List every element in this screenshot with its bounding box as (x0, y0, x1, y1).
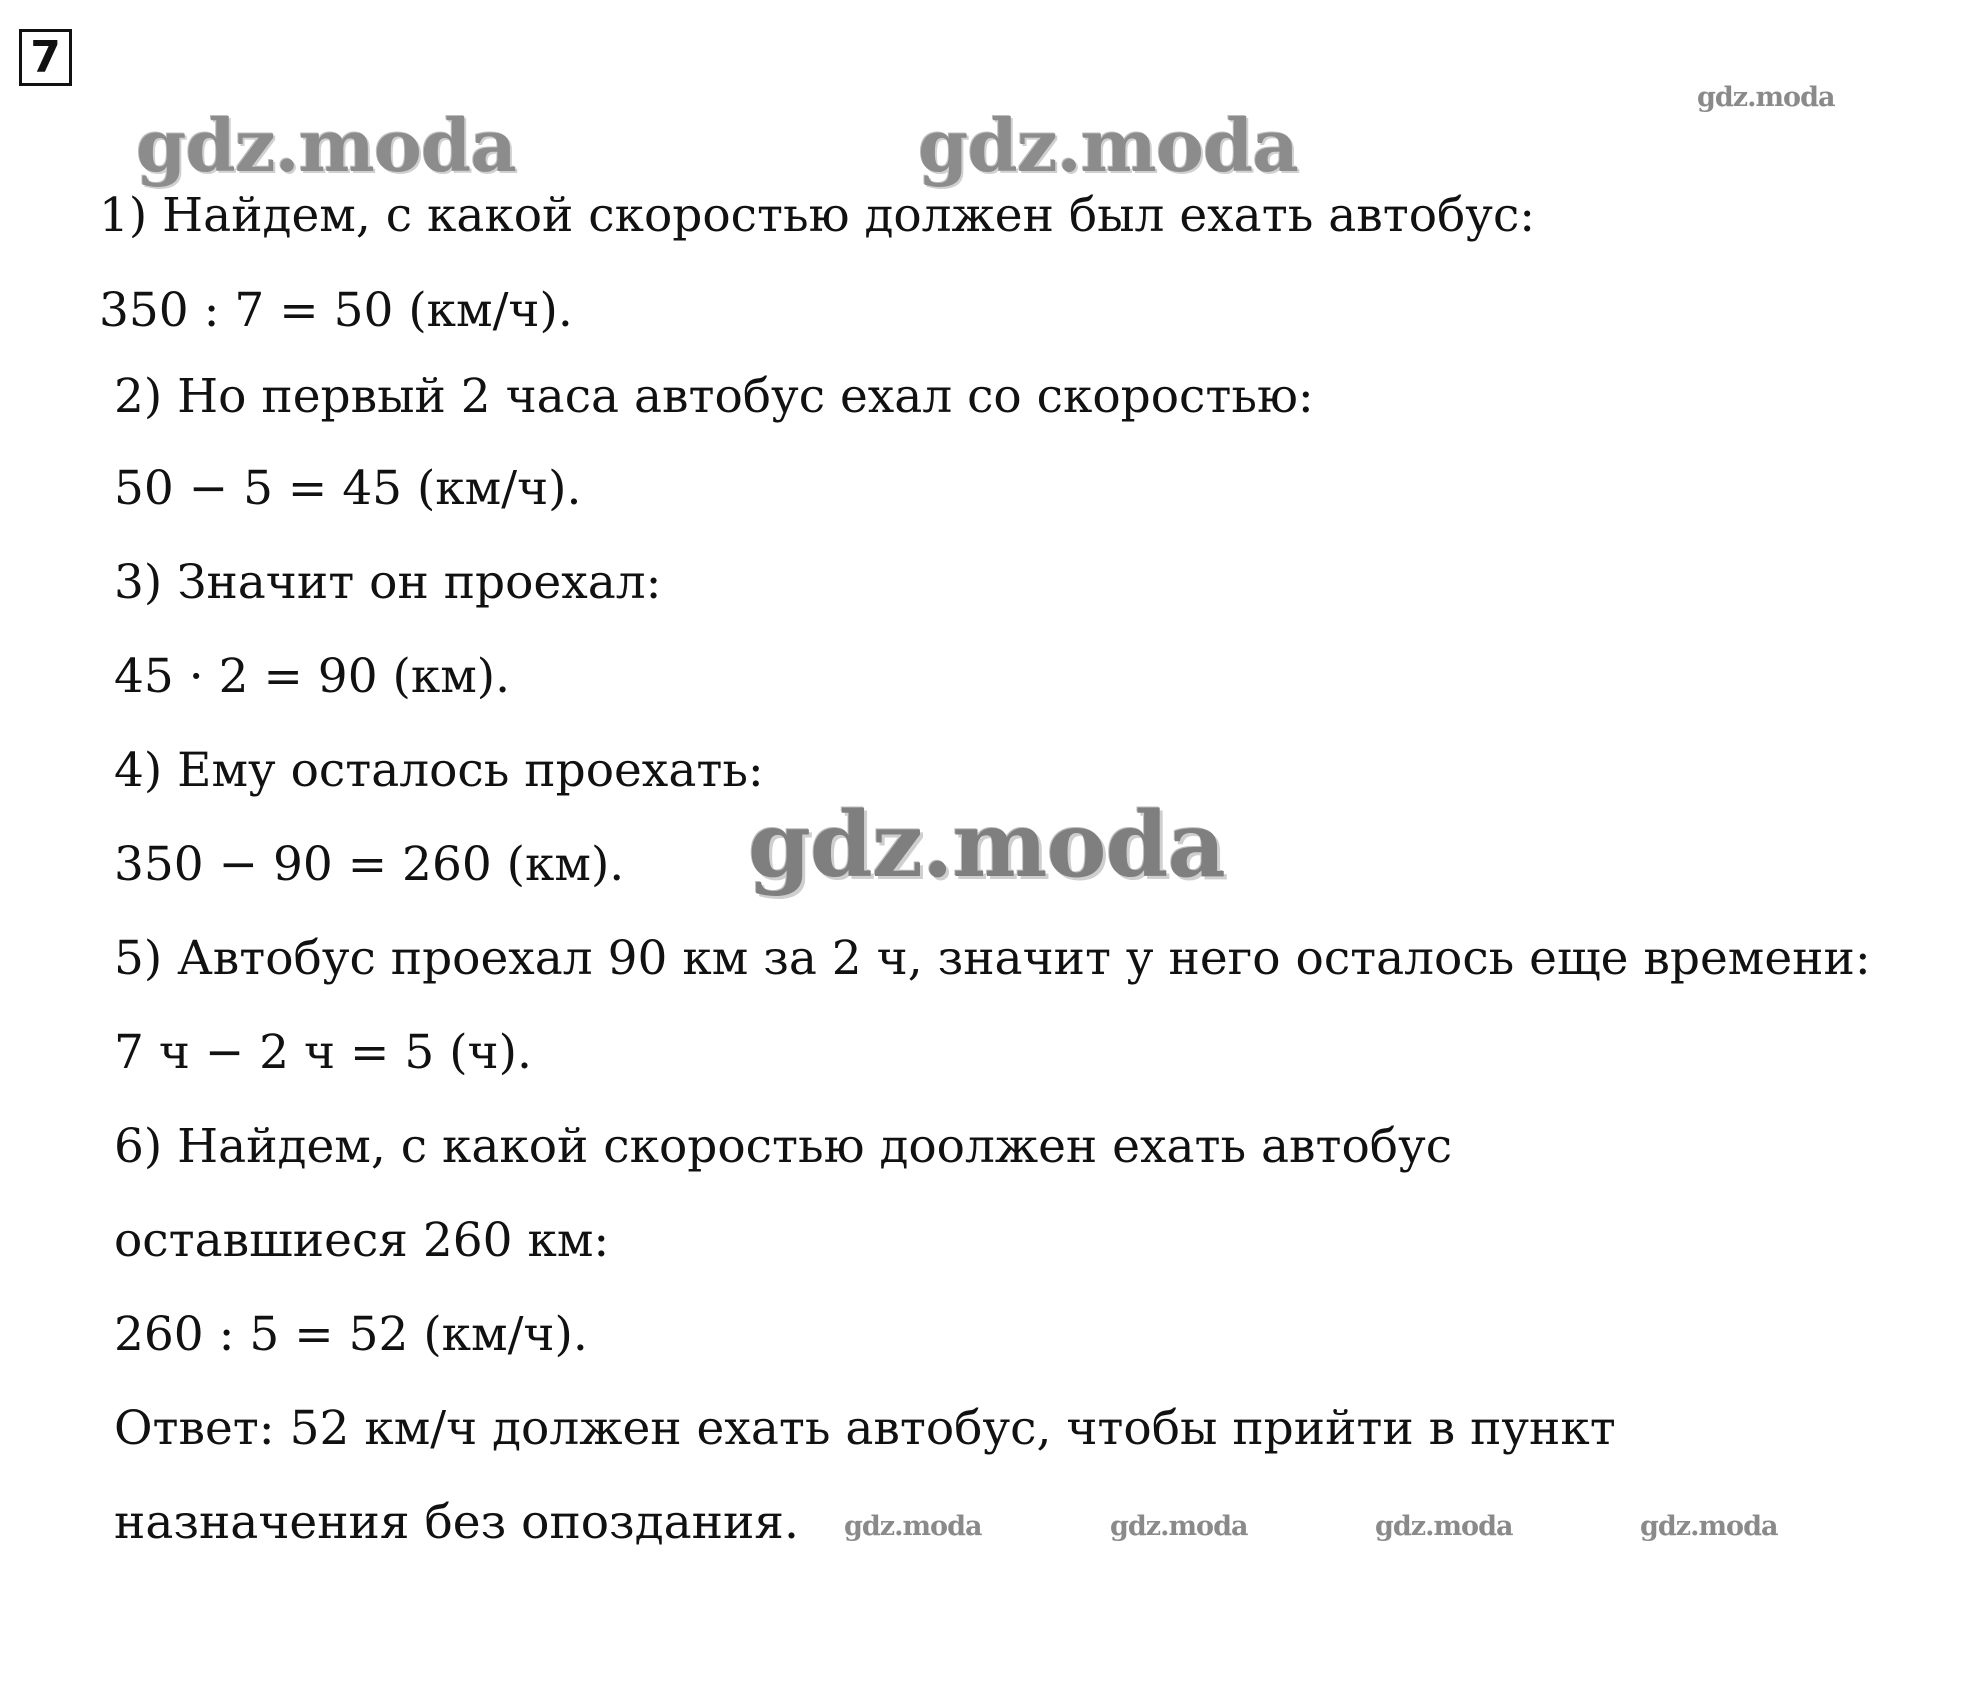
solution-line-12: оставшиеся 260 км: (114, 1213, 610, 1268)
solution-line-11: 6) Найдем, с какой скоростью доолжен ехать автобус (114, 1119, 1453, 1174)
watermark-bottom-3: gdz.moda (1375, 1511, 1513, 1542)
watermark-bottom-4: gdz.moda (1640, 1511, 1778, 1542)
watermark-bottom-2: gdz.moda (1110, 1511, 1248, 1542)
watermark-middle: gdz.moda (748, 792, 1225, 898)
solution-line-14: Ответ: 52 км/ч должен ехать автобус, чтобы прийти в пункт (114, 1401, 1616, 1456)
solution-line-9: 5) Автобус проехал 90 км за 2 ч, значит у него осталось еще времени: (114, 931, 1871, 986)
watermark-top-left: gdz.moda (136, 103, 516, 188)
solution-line-7: 4) Ему осталось проехать: (114, 743, 764, 798)
solution-line-2: 350 : 7 = 50 (км/ч). (99, 283, 573, 338)
solution-line-5: 3) Значит он проехал: (114, 555, 662, 610)
solution-line-4: 50 − 5 = 45 (км/ч). (114, 461, 582, 516)
watermark-bottom-1: gdz.moda (844, 1511, 982, 1542)
watermark-top-center: gdz.moda (918, 103, 1298, 188)
solution-line-15: назначения без опоздания. (114, 1495, 799, 1550)
solution-line-10: 7 ч − 2 ч = 5 (ч). (114, 1025, 532, 1080)
solution-line-1: 1) Найдем, с какой скоростью должен был ехать автобус: (99, 188, 1536, 243)
task-number-badge: 7 (19, 29, 72, 86)
solution-line-6: 45 · 2 = 90 (км). (114, 649, 511, 704)
solution-line-13: 260 : 5 = 52 (км/ч). (114, 1307, 588, 1362)
watermark-top-right: gdz.moda (1697, 82, 1835, 113)
solution-line-3: 2) Но первый 2 часа автобус ехал со скоростью: (114, 369, 1314, 424)
solution-line-8: 350 − 90 = 260 (км). (114, 837, 625, 892)
